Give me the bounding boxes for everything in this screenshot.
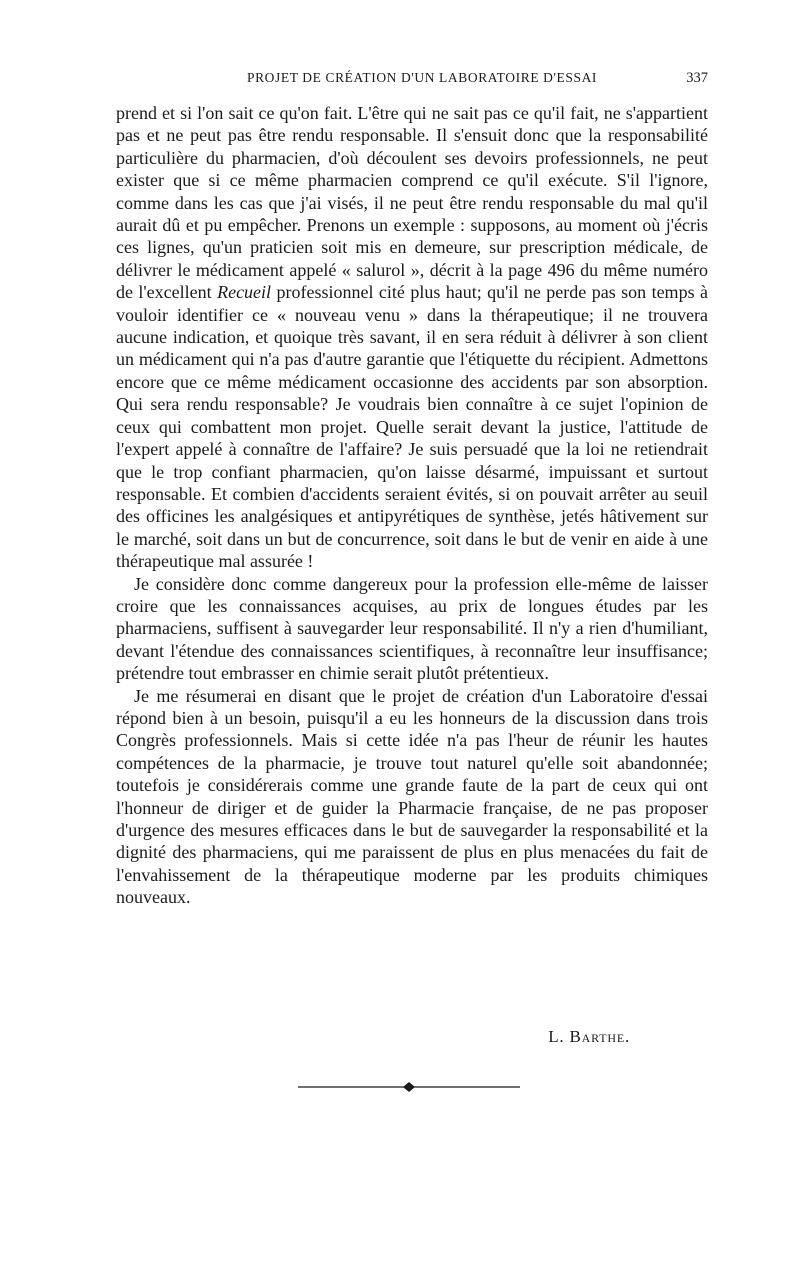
author-signature (548, 1027, 630, 1047)
running-head (116, 70, 708, 92)
article-body (116, 102, 708, 909)
section-end-rule (298, 1082, 520, 1092)
author-initial: L. (548, 1027, 565, 1046)
diamond-rule-icon (298, 1082, 520, 1092)
journal-title: Recueil (217, 282, 272, 303)
paragraph-3: Je me résumerai en disant que le projet de création d'un Laboratoire d'essai répond bien à un besoin, puisqu'il a eu les honneurs de la discussion dans trois Congrès professionnels. Mais si cette idée n'a pas l'heur de réunir les hautes compétences de la pharmacie, je trouve tout naturel qu'elle soit abandonnée; toutefois je considérerais comme une grande faute de la part de ceux qui ont l'honneur de diriger et de guider la Pharmacie française, de ne pas proposer d'urgence des mesures efficaces dans le but de sauvegarder la responsabilité et la dignité des pharmaciens, qui me paraissent de plus en plus menacées du fait de l'envahissement de la thérapeutique moderne par les produits chimiques nouveaux. (116, 685, 708, 908)
author-surname: Barthe. (569, 1027, 630, 1046)
running-title: PROJET DE CRÉATION D'UN LABORATOIRE D'ESSAI (246, 70, 598, 85)
paragraph-1-text: prend et si l'on sait ce qu'on fait. L'être qui ne sait pas ce qu'il fait, ne s'appartient pas et ne peut pas être rendu responsable. Il s'ensuit donc que la responsabilité particulière du pharmacien, d'où découlent ses devoirs professionnels, ne peut exister que si ce même pharmacien comprend ce qu'il exécute. S'il l'ignore, comme dans les cas que j'ai visés, il ne peut être rendu responsable du mal qu'il aurait dû et pu empêcher. Prenons un exemple : supposons, au moment où j'écris ces lignes, qu'un praticien soit mis en demeure, sur prescription médicale, de délivrer le médicament appelé « salurol », décrit à la page 496 du même numéro de l'excellent (116, 103, 708, 303)
paragraph-1-text-end: professionnel cité plus haut; qu'il ne perde pas son temps à vouloir identifier ce « nouveau venu » dans la thérapeutique; il ne trouvera aucune indication, et quoique très savant, il en sera réduit à délivrer à son client un médicament qui n'a pas d'autre garantie que l'étiquette du récipient. Admettons encore que ce même médicament occasionne des accidents par son absorption. Qui sera rendu responsable? Je voudrais bien connaître à ce sujet l'opinion de ceux qui combattent mon projet. Quelle serait devant la justice, l'attitude de l'expert appelé à connaître de l'affaire? Je suis persuadé que la loi ne retiendrait que le trop confiant pharmacien, qu'on laisse désarmé, impuissant et surtout responsable. Et combien d'accidents seraient évités, si on pouvait arrêter au seuil des officines les analgésiques et antipyrétiques de synthèse, jetés hâtivement sur le marché, soit dans un but de concurrence, soit dans le but de venir en aide à une thérapeutique mal assurée ! (116, 282, 708, 572)
page-number: 337 (686, 70, 708, 86)
paragraph-1 (116, 102, 708, 573)
paragraph-2: Je considère donc comme dangereux pour la profession elle-même de laisser croire que les connaissances acquises, au prix de longues études par les pharmaciens, suffisent à sauvegarder leur responsabilité. Il n'y a rien d'humiliant, devant l'étendue des connaissances scientifiques, à reconnaître leur insuffisance; prétendre tout embrasser en chimie serait plutôt prétentieux. (116, 573, 708, 684)
